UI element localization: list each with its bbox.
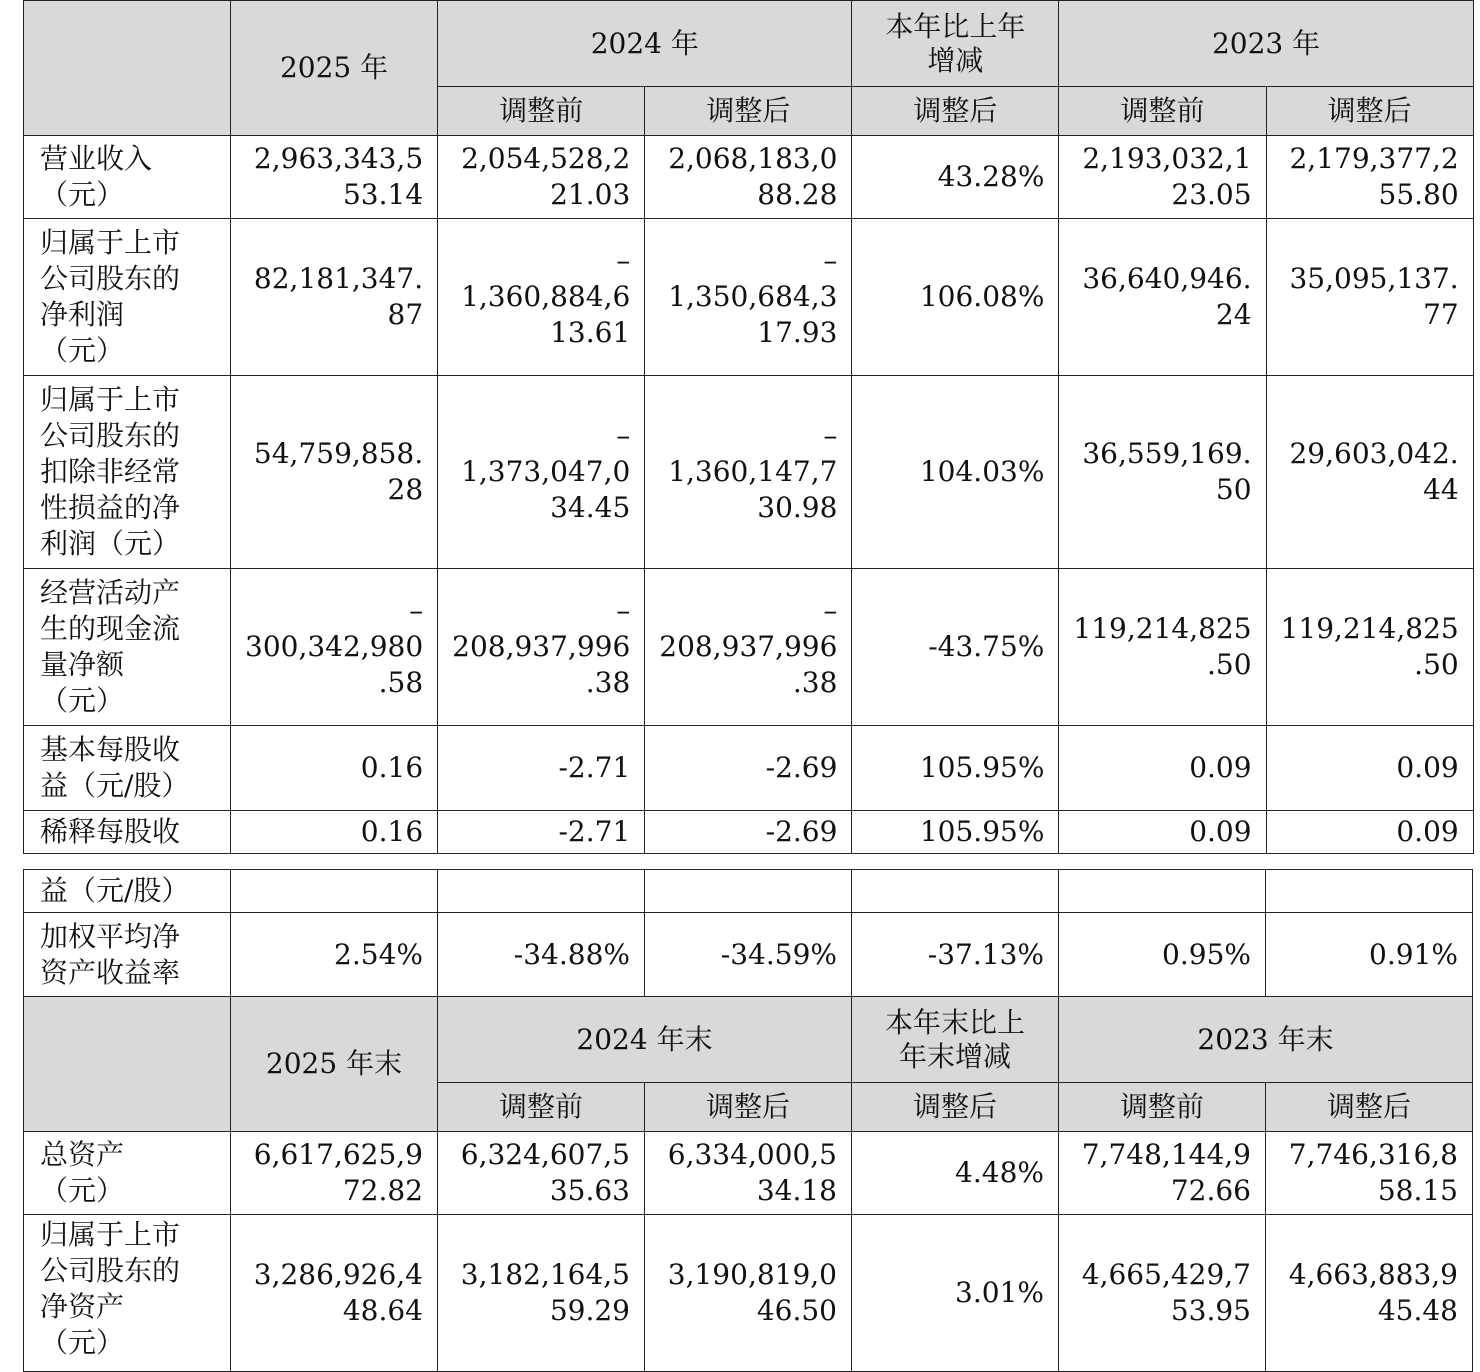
row-label: 总资产 （元） bbox=[24, 1132, 231, 1215]
cell-2024-after: 6,334,000,5 34.18 bbox=[645, 1132, 852, 1215]
header-year-end-2025: 2025 年末 bbox=[231, 997, 438, 1132]
table-row bbox=[24, 219, 1474, 376]
cell-change: 104.03% bbox=[852, 376, 1059, 569]
row-label: 经营活动产 生的现金流 量净额 （元） bbox=[24, 569, 231, 726]
cell-2023-after: 4,663,883,9 45.48 bbox=[1266, 1215, 1473, 1372]
cell-change: 43.28% bbox=[852, 136, 1059, 219]
financial-table-top bbox=[23, 0, 1474, 854]
row-label: 归属于上市 公司股东的 净资产 （元） bbox=[24, 1215, 231, 1372]
cell-2024-after: -2.69 bbox=[645, 726, 852, 811]
header-year-2024: 2024 年 bbox=[438, 1, 852, 87]
cell-2023-after: 7,746,316,8 58.15 bbox=[1266, 1132, 1473, 1215]
header-year-2023: 2023 年 bbox=[1059, 1, 1473, 87]
row-label: 基本每股收 益（元/股） bbox=[24, 726, 231, 811]
table-row bbox=[24, 569, 1474, 726]
cell-2024-before: 3,182,164,5 59.29 bbox=[438, 1215, 645, 1372]
cell-2023-before: 4,665,429,7 53.95 bbox=[1059, 1215, 1266, 1372]
cell-2024-after: -2.69 bbox=[645, 811, 852, 854]
row-label: 归属于上市 公司股东的 扣除非经常 性损益的净 利润（元） bbox=[24, 376, 231, 569]
cell-2024-after: 2,068,183,0 88.28 bbox=[645, 136, 852, 219]
cell-change: -43.75% bbox=[852, 569, 1059, 726]
cell-2024-before: -34.88% bbox=[438, 913, 645, 997]
cell-2023-before: 0.09 bbox=[1059, 726, 1266, 811]
table-row bbox=[24, 870, 1473, 913]
header-2023-before: 调整前 bbox=[1059, 1083, 1266, 1132]
cell-change: 106.08% bbox=[852, 219, 1059, 376]
table-row bbox=[24, 376, 1474, 569]
table-row bbox=[24, 136, 1474, 219]
cell-change: 4.48% bbox=[852, 1132, 1059, 1215]
cell-2025 bbox=[231, 870, 438, 913]
table-row bbox=[24, 811, 1474, 854]
cell-2023-after: 0.09 bbox=[1266, 811, 1473, 854]
header-change-after: 调整后 bbox=[852, 1083, 1059, 1132]
header-2023-after: 调整后 bbox=[1266, 1083, 1473, 1132]
cell-2023-before: 0.95% bbox=[1059, 913, 1266, 997]
cell-2025: 6,617,625,9 72.82 bbox=[231, 1132, 438, 1215]
cell-2024-before: -2.71 bbox=[438, 726, 645, 811]
header-change-after: 调整后 bbox=[852, 87, 1059, 136]
header-2024-after: 调整后 bbox=[645, 87, 852, 136]
cell-2025: 2.54% bbox=[231, 913, 438, 997]
table-row bbox=[24, 726, 1474, 811]
cell-change: 3.01% bbox=[852, 1215, 1059, 1372]
row-label: 加权平均净 资产收益率 bbox=[24, 913, 231, 997]
cell-2024-before: 6,324,607,5 35.63 bbox=[438, 1132, 645, 1215]
cell-2024-before: -2.71 bbox=[438, 811, 645, 854]
cell-2024-before bbox=[438, 870, 645, 913]
header-year-2025: 2025 年 bbox=[231, 1, 438, 136]
cell-2023-before: 2,193,032,1 23.05 bbox=[1059, 136, 1266, 219]
cell-2025: 3,286,926,4 48.64 bbox=[231, 1215, 438, 1372]
row-label: 归属于上市 公司股东的 净利润 （元） bbox=[24, 219, 231, 376]
cell-2025: 82,181,347. 87 bbox=[231, 219, 438, 376]
cell-2024-before: – 208,937,996 .38 bbox=[438, 569, 645, 726]
cell-2024-after: -34.59% bbox=[645, 913, 852, 997]
cell-2024-after: 3,190,819,0 46.50 bbox=[645, 1215, 852, 1372]
header-2024-before: 调整前 bbox=[438, 1083, 645, 1132]
cell-2024-before: 2,054,528,2 21.03 bbox=[438, 136, 645, 219]
row-label: 营业收入 （元） bbox=[24, 136, 231, 219]
header-2024-before: 调整前 bbox=[438, 87, 645, 136]
row-label: 益（元/股） bbox=[24, 870, 231, 913]
cell-2023-before: 0.09 bbox=[1059, 811, 1266, 854]
financial-table-bottom bbox=[23, 869, 1473, 1372]
header-2023-before: 调整前 bbox=[1059, 87, 1266, 136]
cell-2025: 0.16 bbox=[231, 811, 438, 854]
cell-2023-after bbox=[1266, 870, 1473, 913]
cell-2023-before: 36,559,169. 50 bbox=[1059, 376, 1266, 569]
cell-2024-after: – 1,360,147,7 30.98 bbox=[645, 376, 852, 569]
header-change: 本年末比上 年末增减 bbox=[852, 997, 1059, 1083]
header-empty bbox=[24, 1, 231, 136]
cell-2024-before: – 1,373,047,0 34.45 bbox=[438, 376, 645, 569]
header-empty bbox=[24, 997, 231, 1132]
header-2024-after: 调整后 bbox=[645, 1083, 852, 1132]
cell-2023-after: 119,214,825 .50 bbox=[1266, 569, 1473, 726]
cell-change: -37.13% bbox=[852, 913, 1059, 997]
header-year-end-2024: 2024 年末 bbox=[438, 997, 852, 1083]
cell-2023-before: 119,214,825 .50 bbox=[1059, 569, 1266, 726]
cell-2025: 54,759,858. 28 bbox=[231, 376, 438, 569]
cell-2023-before: 36,640,946. 24 bbox=[1059, 219, 1266, 376]
cell-2025: 2,963,343,5 53.14 bbox=[231, 136, 438, 219]
cell-2023-after: 35,095,137. 77 bbox=[1266, 219, 1473, 376]
header-change: 本年比上年 增减 bbox=[852, 1, 1059, 87]
table-row bbox=[24, 913, 1473, 997]
cell-2023-before: 7,748,144,9 72.66 bbox=[1059, 1132, 1266, 1215]
cell-2025: – 300,342,980 .58 bbox=[231, 569, 438, 726]
cell-change bbox=[852, 870, 1059, 913]
cell-2024-before: – 1,360,884,6 13.61 bbox=[438, 219, 645, 376]
cell-2023-after: 2,179,377,2 55.80 bbox=[1266, 136, 1473, 219]
cell-2024-after: – 1,350,684,3 17.93 bbox=[645, 219, 852, 376]
table-row bbox=[24, 1132, 1473, 1215]
cell-2023-after: 29,603,042. 44 bbox=[1266, 376, 1473, 569]
cell-2025: 0.16 bbox=[231, 726, 438, 811]
cell-2024-after bbox=[645, 870, 852, 913]
cell-2024-after: – 208,937,996 .38 bbox=[645, 569, 852, 726]
header-2023-after: 调整后 bbox=[1266, 87, 1473, 136]
cell-change: 105.95% bbox=[852, 726, 1059, 811]
row-label: 稀释每股收 bbox=[24, 811, 231, 854]
table-row bbox=[24, 1215, 1473, 1372]
header-year-end-2023: 2023 年末 bbox=[1059, 997, 1473, 1083]
cell-change: 105.95% bbox=[852, 811, 1059, 854]
cell-2023-after: 0.09 bbox=[1266, 726, 1473, 811]
cell-2023-before bbox=[1059, 870, 1266, 913]
cell-2023-after: 0.91% bbox=[1266, 913, 1473, 997]
